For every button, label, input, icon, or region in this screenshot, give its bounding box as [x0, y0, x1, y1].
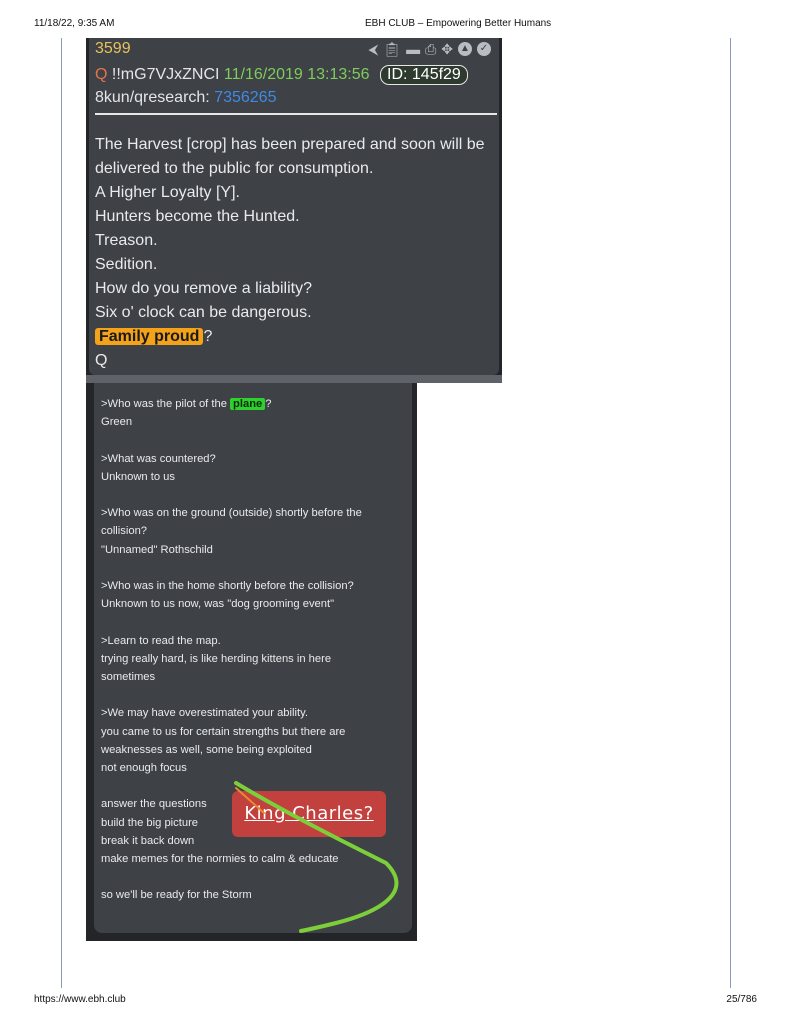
question-line: >Who was in the home shortly before the collision? [101, 579, 354, 592]
document-icon[interactable]: ⎙ [425, 41, 437, 57]
print-url[interactable]: https://www.ebh.club [34, 994, 126, 1005]
task-line: answer the questions [101, 798, 207, 811]
notes-card [94, 383, 412, 933]
share-icon[interactable]: ⮜ [368, 41, 379, 57]
spacer [101, 868, 406, 886]
clipboard-icon[interactable]: 📋︎ [383, 41, 402, 57]
post-number: 3599 [95, 40, 131, 57]
highlight-suffix: ? [203, 328, 213, 345]
spacer [101, 613, 406, 631]
post-card [89, 38, 499, 375]
spacer [101, 686, 406, 704]
post-datetime: 11/16/2019 13:13:56 [223, 66, 370, 83]
post-toolbar [368, 41, 491, 57]
q1-suffix: ? [265, 398, 272, 410]
answer-line: Unknown to us now, was "dog grooming event" [101, 598, 335, 611]
question-line: collision? [101, 525, 148, 538]
task-line: so we'll be ready for the Storm [101, 889, 252, 902]
spacer [101, 431, 406, 449]
post-meta [95, 65, 468, 85]
board-prefix: 8kun/qresearch: [95, 89, 210, 106]
page-border-right [730, 38, 731, 988]
post-signature: Q [95, 352, 108, 369]
question-line: >What was countered? [101, 452, 216, 465]
q-post-screenshot [86, 38, 502, 383]
post-line: The Harvest [crop] has been prepared and soon will be [95, 136, 485, 153]
post-line-highlight [95, 325, 495, 349]
move-icon[interactable]: ✥ [441, 41, 453, 57]
answer-line: "Unnamed" Rothschild [101, 543, 213, 556]
q-marker: Q [95, 66, 108, 83]
answer-line: weaknesses as well, some being exploited [101, 743, 312, 756]
tripcode: !!mG7VJxZNCI [111, 66, 220, 83]
answer-line: sometimes [101, 670, 156, 683]
check-circle-icon[interactable]: ✓ [477, 42, 491, 56]
spacer [101, 559, 406, 577]
print-page-number: 25/786 [726, 994, 757, 1005]
vr-icon[interactable]: ▬ [406, 41, 421, 57]
task-line: build the big picture [101, 816, 199, 829]
highlight-plane: plane [230, 398, 265, 410]
answer-line: Unknown to us [101, 470, 176, 483]
answer-line: Green [101, 416, 133, 429]
post-line: Hunters become the Hunted. [95, 208, 300, 225]
notes-screenshot [86, 383, 417, 941]
post-line: Sedition. [95, 256, 158, 273]
spacer [101, 486, 406, 504]
post-bottom-bar [86, 375, 502, 383]
answer-line: you came to us for certain strengths but there are [101, 725, 346, 738]
print-site-title: EBH CLUB – Empowering Better Humans [365, 18, 552, 29]
post-line: Treason. [95, 232, 158, 249]
board-line [95, 89, 276, 107]
q1-prefix: >Who was the pilot of the [101, 398, 227, 410]
post-line: delivered to the public for consumption. [95, 160, 374, 177]
post-body [95, 133, 495, 373]
id-badge: ID: 145f29 [380, 65, 468, 85]
highlight-family-proud: Family proud [95, 328, 203, 345]
answer-line: not enough focus [101, 761, 187, 774]
print-datetime: 11/18/22, 9:35 AM [34, 18, 115, 29]
divider [95, 113, 497, 115]
task-line: make memes for the normies to calm & educate [101, 852, 339, 865]
post-line: A Higher Loyalty [Y]. [95, 184, 240, 201]
question-line [101, 395, 406, 413]
answer-line: trying really hard, is like herding kittens in here [101, 652, 332, 665]
page-border-left [61, 38, 62, 988]
king-charles-sticker: King Charles? [232, 791, 386, 837]
post-line: Six o' clock can be dangerous. [95, 304, 312, 321]
task-line: break it back down [101, 834, 195, 847]
up-circle-icon[interactable]: ▲ [458, 42, 472, 56]
board-ref-link[interactable]: 7356265 [214, 89, 277, 106]
post-line: How do you remove a liability? [95, 280, 312, 297]
question-line: >Learn to read the map. [101, 634, 221, 647]
question-line: >We may have overestimated your ability. [101, 707, 308, 720]
question-line: >Who was on the ground (outside) shortly before the [101, 507, 362, 520]
